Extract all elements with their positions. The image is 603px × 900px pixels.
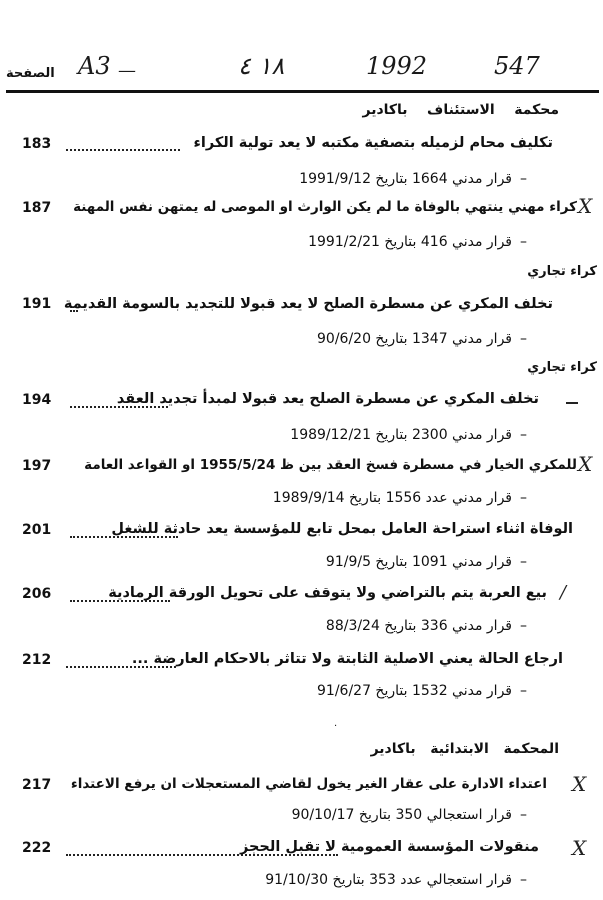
page-number: 183 xyxy=(22,136,52,152)
entry-title: الوفاة اثناء استراحة العامل بمحل تابع للمؤسسة يعد حادثة للشغل xyxy=(111,521,573,537)
slash-margin-mark: / xyxy=(560,582,567,603)
entry-title: تخلف المكري عن مسطرة الصلح لا يعد قبولا للتجديد بالسومة القديمة xyxy=(63,296,553,312)
entry-title: للمكري الخيار في مسطرة فسخ العقد بين ظ 1955/5/24 او القواعد العامة xyxy=(84,457,577,473)
x-margin-mark: X xyxy=(572,836,587,860)
page-number: 191 xyxy=(22,296,52,312)
decision-dash: – xyxy=(520,490,527,506)
handwritten-number: ١٨ ٤ xyxy=(238,52,285,80)
page-number: 206 xyxy=(22,586,52,602)
decision-dash: – xyxy=(520,872,527,888)
handwritten-reference: 547 xyxy=(494,52,540,80)
decision-line xyxy=(265,872,527,888)
decision-dash: – xyxy=(520,807,527,823)
section-label: كراء تجاري xyxy=(527,264,597,279)
decision-line xyxy=(290,427,527,443)
page-number: 222 xyxy=(22,840,52,856)
entry-title: اعتداء الادارة على عقار الغير يخول لقاضي المستعجلات ان يرفع الاعتداء xyxy=(70,776,547,792)
section-label: كراء تجاري xyxy=(527,360,597,375)
decision-text: قرار استعجالي 350 بتاريخ 90/10/17 xyxy=(291,807,512,823)
decision-line xyxy=(317,331,527,347)
decision-line xyxy=(326,618,527,634)
decision-dash: – xyxy=(520,234,527,250)
separator-dot: · xyxy=(334,721,338,732)
page-number: 187 xyxy=(22,200,52,216)
leader-dots xyxy=(66,149,180,151)
decision-dash: – xyxy=(520,554,527,570)
decision-line xyxy=(299,171,527,187)
decision-dash: – xyxy=(520,427,527,443)
decision-text: قرار مدني 1664 بتاريخ 1991/9/12 xyxy=(299,171,512,187)
decision-dash: – xyxy=(520,331,527,347)
header-rule xyxy=(6,90,599,93)
entry-title: بيع العربة يتم بالتراضي ولا يتوقف على تحويل الورقة الرمادية xyxy=(108,585,547,601)
page-number: 201 xyxy=(22,522,52,538)
entry-title: كراء مهني ينتهي بالوفاة ما لم يكن الوارث او الموصى له يمتهن نفس المهنة xyxy=(73,199,577,215)
x-margin-mark: X xyxy=(578,194,593,218)
decision-dash: – xyxy=(520,171,527,187)
handwritten-code: A3 xyxy=(78,52,111,80)
decision-text: قرار استعجالي عدد 353 بتاريخ 91/10/30 xyxy=(265,872,512,888)
handwritten-year: 1992 xyxy=(366,52,428,80)
court-heading: محكمة الاستئناف باكادير xyxy=(362,102,559,118)
decision-text: قرار مدني عدد 1556 بتاريخ 1989/9/14 xyxy=(272,490,512,506)
page-number: 212 xyxy=(22,652,52,668)
decision-text: قرار مدني 1091 بتاريخ 91/9/5 xyxy=(325,554,512,570)
page-column-label: الصفحة xyxy=(6,66,55,81)
decision-dash: – xyxy=(520,683,527,699)
decision-text: قرار مدني 416 بتاريخ 1991/2/21 xyxy=(308,234,512,250)
entry-title: ارجاع الحالة يعني الاصلية الثابتة ولا تتاثر بالاحكام العارضة ... xyxy=(131,651,563,667)
decision-text: قرار مدني 336 بتاريخ 88/3/24 xyxy=(325,618,512,634)
decision-dash: – xyxy=(520,618,527,634)
decision-line xyxy=(326,554,527,570)
decision-line xyxy=(292,807,527,823)
decision-line xyxy=(273,490,527,506)
handwritten-dash: — xyxy=(118,60,136,81)
decision-text: قرار مدني 1532 بتاريخ 91/6/27 xyxy=(317,683,512,699)
entry-title: منقولات المؤسسة العمومية لا تقبل الحجز xyxy=(239,839,539,855)
page-number: 194 xyxy=(22,392,52,408)
decision-text: قرار مدني 1347 بتاريخ 90/6/20 xyxy=(317,331,512,347)
decision-text: قرار مدني 2300 بتاريخ 1989/12/21 xyxy=(290,427,512,443)
page-number: 197 xyxy=(22,458,52,474)
decision-line xyxy=(317,683,527,699)
dash-margin-mark xyxy=(566,402,578,404)
page-number: 217 xyxy=(22,777,52,793)
decision-line xyxy=(308,234,527,250)
x-margin-mark: X xyxy=(572,772,587,796)
court-heading: المحكمة الابتدائية باكادير xyxy=(370,741,559,757)
x-margin-mark: X xyxy=(578,452,593,476)
entry-title: تكليف محام لزميله بتصفية مكتبه لا يعد تولية الكراء xyxy=(193,135,553,151)
entry-title: تخلف المكري عن مسطرة الصلح يعد قبولا لمبدأ تجديد العقد xyxy=(116,391,539,407)
